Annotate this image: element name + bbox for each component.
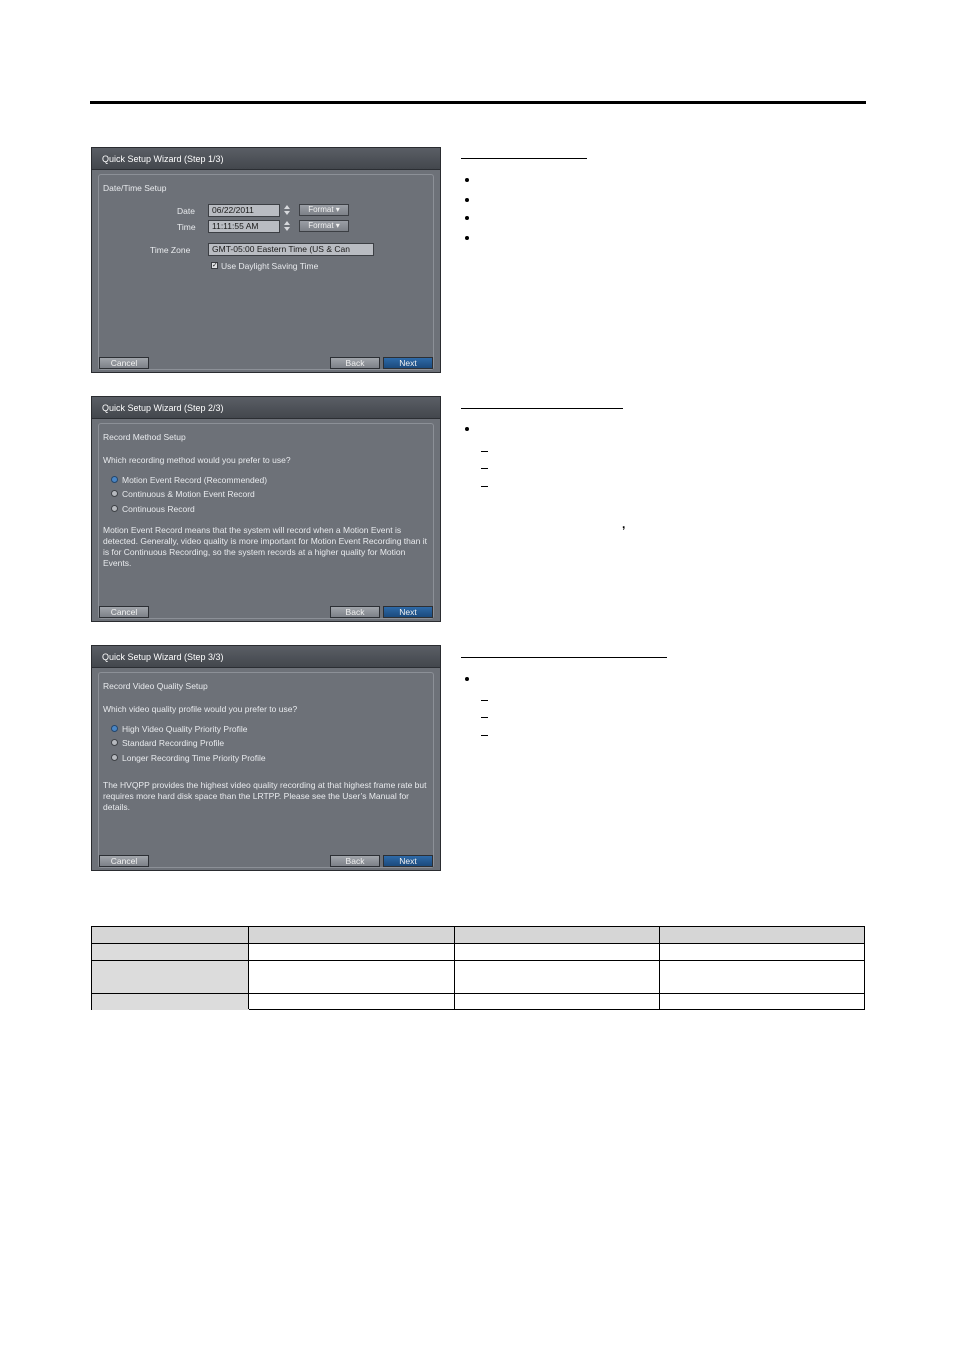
- dash: [481, 700, 488, 701]
- dash: [481, 486, 488, 487]
- option-2-label: Standard Recording Profile: [122, 738, 225, 748]
- option-1-label: High Video Quality Priority Profile: [122, 724, 248, 734]
- bullet: [465, 216, 469, 220]
- section-title: Record Method Setup: [103, 432, 186, 442]
- table-header-row: [92, 927, 864, 944]
- time-label: Time: [177, 222, 196, 232]
- bullet: [465, 198, 469, 202]
- cancel-button[interactable]: Cancel: [99, 606, 149, 618]
- radio-option-3[interactable]: [111, 505, 118, 512]
- column-divider: [454, 927, 455, 1009]
- section1-heading-underline: [461, 158, 587, 159]
- back-button[interactable]: Back: [330, 855, 380, 867]
- time-field[interactable]: 11:11:55 AM: [208, 220, 280, 233]
- dialog-panel: [98, 672, 434, 868]
- top-rule: [90, 101, 866, 104]
- dialog-title: Quick Setup Wizard (Step 2/3): [92, 397, 440, 419]
- bullet: [465, 178, 469, 182]
- bullet: [465, 236, 469, 240]
- table-row: [92, 961, 864, 994]
- timezone-select[interactable]: GMT-05:00 Eastern Time (US & Can: [208, 243, 374, 256]
- comparison-table: [91, 926, 865, 1010]
- bullet: [465, 427, 469, 431]
- section3-heading-underline: [461, 657, 667, 658]
- quick-setup-dialog-step3: [91, 645, 441, 871]
- check-icon: ✓: [212, 262, 218, 269]
- bullet: [465, 677, 469, 681]
- dialog-title: Quick Setup Wizard (Step 1/3): [92, 148, 440, 170]
- stray-comma: ,: [622, 517, 626, 531]
- date-field[interactable]: 06/22/2011: [208, 204, 280, 217]
- option-2-label: Continuous & Motion Event Record: [122, 489, 255, 499]
- dialog-title: Quick Setup Wizard (Step 3/3): [92, 646, 440, 668]
- radio-option-1[interactable]: [111, 476, 118, 483]
- chevron-down-icon: ▾: [335, 205, 340, 214]
- radio-option-2[interactable]: [111, 490, 118, 497]
- time-format-button[interactable]: Format ▾: [299, 220, 349, 232]
- radio-option-3[interactable]: [111, 754, 118, 761]
- next-button[interactable]: Next: [383, 357, 433, 369]
- description-text: Motion Event Record means that the system will record when a Motion Event is detected. Generally, video quality is more important for Motion Event Recording than it is for Continuous Recording, so the system records at a higher quality for Motion Events.: [103, 525, 427, 568]
- timezone-label: Time Zone: [150, 245, 191, 255]
- dst-label: Use Daylight Saving Time: [221, 261, 319, 271]
- description-text: The HVQPP provides the highest video quality recording at that highest frame rate but requires more hard disk space than the LRTPP. Please see the User’s Manual for details.: [103, 780, 427, 812]
- dash: [481, 451, 488, 452]
- cancel-button[interactable]: Cancel: [99, 855, 149, 867]
- quick-setup-dialog-step1: [91, 147, 441, 373]
- radio-option-1[interactable]: [111, 725, 118, 732]
- quick-setup-dialog-step2: [91, 396, 441, 622]
- column-divider: [659, 927, 660, 1009]
- back-button[interactable]: Back: [330, 357, 380, 369]
- option-1-label: Motion Event Record (Recommended): [122, 475, 268, 485]
- date-format-button[interactable]: Format ▾: [299, 204, 349, 216]
- section2-heading-underline: [461, 408, 623, 409]
- next-button[interactable]: Next: [383, 855, 433, 867]
- question-text: Which video quality profile would you prefer to use?: [103, 704, 298, 714]
- date-spinner[interactable]: [283, 204, 291, 217]
- dialog-panel: [98, 423, 434, 619]
- cancel-button[interactable]: Cancel: [99, 357, 149, 369]
- time-spinner[interactable]: [283, 220, 291, 233]
- dash: [481, 717, 488, 718]
- table-row: [92, 994, 864, 1010]
- next-button[interactable]: Next: [383, 606, 433, 618]
- dash: [481, 735, 488, 736]
- option-3-label: Longer Recording Time Priority Profile: [122, 753, 266, 763]
- chevron-down-icon: ▾: [335, 221, 340, 230]
- dash: [481, 468, 488, 469]
- question-text: Which recording method would you prefer to use?: [103, 455, 291, 465]
- dst-checkbox[interactable]: [211, 262, 218, 269]
- option-3-label: Continuous Record: [122, 504, 195, 514]
- section-title: Record Video Quality Setup: [103, 681, 208, 691]
- column-divider: [248, 927, 249, 1009]
- section-title: Date/Time Setup: [103, 183, 167, 193]
- date-label: Date: [177, 206, 195, 216]
- radio-option-2[interactable]: [111, 739, 118, 746]
- table-row: [92, 944, 864, 961]
- back-button[interactable]: Back: [330, 606, 380, 618]
